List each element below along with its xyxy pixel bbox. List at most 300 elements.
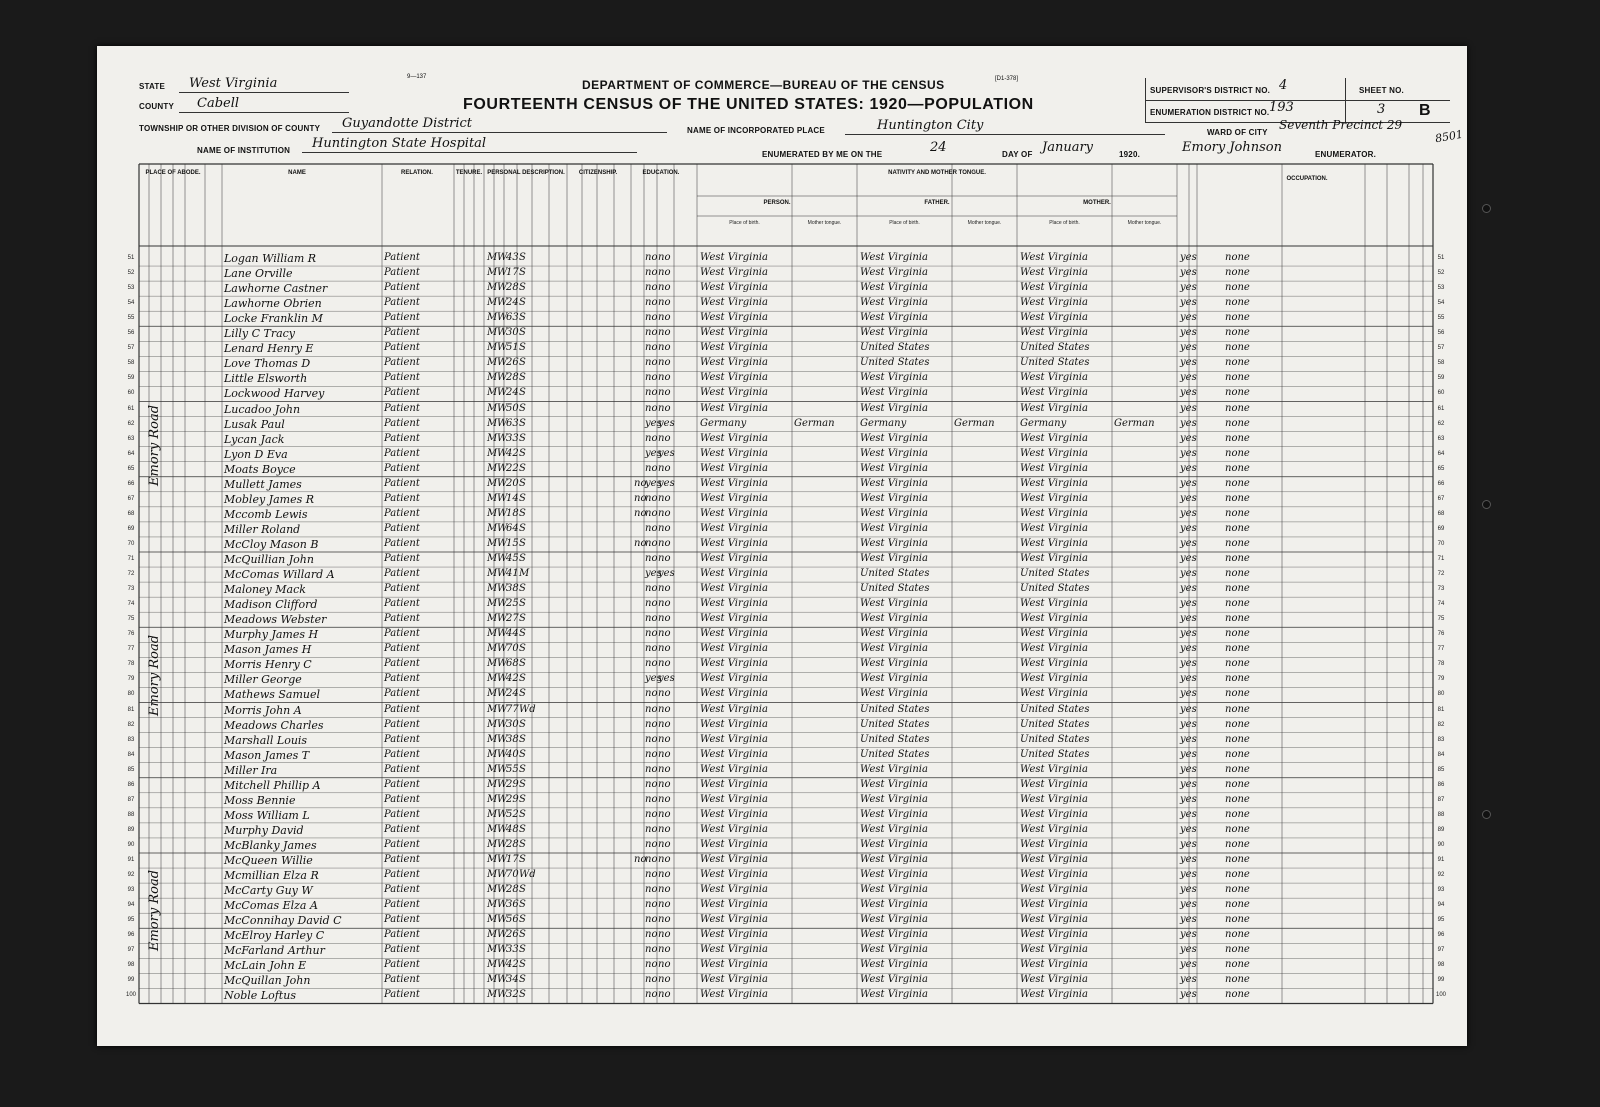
sheet-no: 3 <box>1377 102 1386 117</box>
row-number-left: 68 <box>127 510 135 517</box>
entry-race: W <box>497 492 508 504</box>
row-number-left: 88 <box>127 811 135 818</box>
entry-write: no <box>658 553 671 564</box>
entry-sex: M <box>487 432 498 444</box>
entry-english: yes <box>1180 688 1197 700</box>
group-name: NAME <box>288 170 306 176</box>
entry-mother-birthplace: West Virginia <box>1020 673 1088 685</box>
entry-sex: M <box>487 748 498 760</box>
entry-write: yes <box>658 568 675 580</box>
entry-marital: S <box>519 808 526 820</box>
entry-marital: S <box>519 974 526 986</box>
row-number-right: 72 <box>1437 571 1445 578</box>
entry-english: yes <box>1180 658 1197 670</box>
entry-birthplace: West Virginia <box>700 282 768 294</box>
entry-mother-birthplace: West Virginia <box>1020 854 1088 865</box>
entry-marital: S <box>519 462 526 474</box>
entry-father-birthplace: United States <box>860 748 930 760</box>
entry-name: McFarland Arthur <box>224 944 325 958</box>
entry-read: no <box>645 628 658 640</box>
entry-age: 14 <box>506 492 519 504</box>
stamp-number: 8501 <box>1434 127 1464 146</box>
row-number-left: 97 <box>127 947 135 954</box>
row-number-left: 93 <box>127 887 135 894</box>
entry-relation: Patient <box>384 402 420 414</box>
entry-sex: M <box>487 703 498 715</box>
entry-birthplace: West Virginia <box>700 252 768 263</box>
entry-race: W <box>497 989 508 1001</box>
row-number-left: 81 <box>127 706 135 713</box>
entry-english: yes <box>1180 718 1197 730</box>
entry-name: Lyon D Eva <box>224 447 288 461</box>
entry-relation: Patient <box>384 944 420 956</box>
entry-occupation: none <box>1225 598 1250 610</box>
entry-father-birthplace: West Virginia <box>860 492 928 504</box>
row-number-right: 57 <box>1437 345 1445 352</box>
row-number-right: 61 <box>1437 405 1445 412</box>
entry-race: W <box>497 884 508 896</box>
entry-read: yes <box>645 447 662 459</box>
entry-read: no <box>645 402 658 414</box>
entry-relation: Patient <box>384 899 420 911</box>
entry-name: McCloy Mason B <box>224 537 319 551</box>
entry-english: yes <box>1180 869 1197 881</box>
row-number-left: 100 <box>125 992 136 999</box>
entry-english: yes <box>1180 537 1197 549</box>
entry-name: Lenard Henry E <box>224 342 314 356</box>
entry-sex: M <box>487 357 498 369</box>
entry-race: W <box>497 748 508 760</box>
row-number-right: 88 <box>1437 811 1445 818</box>
entry-age: 26 <box>506 929 519 941</box>
entry-sex: M <box>487 823 498 835</box>
father-pob-head: Place of birth. <box>889 220 920 226</box>
entry-write: no <box>658 598 671 610</box>
entry-marital: S <box>519 778 526 790</box>
entry-race: W <box>497 793 508 805</box>
entry-sex: M <box>487 793 498 805</box>
group-occupation: OCCUPATION. <box>1286 176 1328 182</box>
entry-birthplace: West Virginia <box>700 297 768 309</box>
row-number-left: 99 <box>127 977 135 984</box>
entry-father-birthplace: West Virginia <box>860 778 928 790</box>
entry-mother-birthplace: West Virginia <box>1020 838 1088 850</box>
entry-mother-birthplace: West Virginia <box>1020 507 1088 519</box>
entry-father-tongue: German <box>954 417 995 429</box>
row-number-right: 82 <box>1437 721 1445 728</box>
entry-mother-birthplace: West Virginia <box>1020 929 1088 941</box>
row-number-left: 85 <box>127 766 135 773</box>
row-number-right: 62 <box>1437 420 1445 427</box>
entry-age: 22 <box>506 462 519 474</box>
entry-marital: S <box>519 342 526 354</box>
entry-occupation: none <box>1225 282 1250 294</box>
entry-race: W <box>497 357 508 369</box>
street-label-2: Emory Road <box>147 634 162 716</box>
entry-sex: M <box>487 673 498 685</box>
entry-mother-birthplace: West Virginia <box>1020 793 1088 805</box>
entry-english: yes <box>1180 553 1197 564</box>
entry-write: no <box>658 763 671 775</box>
entry-marital: S <box>519 718 526 730</box>
street-label-1: Emory Road <box>147 404 162 486</box>
entry-sex: M <box>487 327 498 339</box>
entry-age: 43 <box>506 252 519 263</box>
entry-mother-birthplace: United States <box>1020 748 1090 760</box>
entry-name: Lawhorne Obrien <box>224 297 322 311</box>
entry-name: Morris Henry C <box>224 658 312 672</box>
entry-sex: M <box>487 884 498 896</box>
person-pob-head: Place of birth. <box>729 220 760 226</box>
entry-birthplace: West Virginia <box>700 432 768 444</box>
entry-english: yes <box>1180 748 1197 760</box>
entry-write: no <box>658 357 671 369</box>
entry-father-birthplace: West Virginia <box>860 658 928 670</box>
entry-race: W <box>497 838 508 850</box>
entry-write: no <box>658 297 671 309</box>
entry-father-birthplace: West Virginia <box>860 252 928 263</box>
entry-write: no <box>658 402 671 414</box>
entry-write: no <box>658 537 671 549</box>
entry-write: yes <box>658 673 675 685</box>
entry-occupation: none <box>1225 733 1250 745</box>
entry-race: W <box>497 899 508 911</box>
entry-english: yes <box>1180 733 1197 745</box>
entry-relation: Patient <box>384 914 420 926</box>
entry-occupation: none <box>1225 297 1250 309</box>
entry-sex: M <box>487 507 498 519</box>
row-number-right: 97 <box>1437 947 1445 954</box>
entry-occupation: none <box>1225 537 1250 549</box>
entry-relation: Patient <box>384 748 420 760</box>
row-number-right: 96 <box>1437 932 1445 939</box>
entry-english: yes <box>1180 267 1197 279</box>
row-number-right: 51 <box>1437 255 1445 261</box>
entry-birthplace: West Virginia <box>700 823 768 835</box>
entry-race: W <box>497 733 508 745</box>
row-number-left: 69 <box>127 525 135 532</box>
row-number-right: 64 <box>1437 450 1445 457</box>
entry-relation: Patient <box>384 312 420 324</box>
entry-occupation: none <box>1225 778 1250 790</box>
entry-sex: M <box>487 959 498 971</box>
entry-father-birthplace: West Virginia <box>860 297 928 309</box>
entry-birthplace: West Virginia <box>700 763 768 775</box>
entry-father-birthplace: West Virginia <box>860 673 928 685</box>
enum-district-no: 193 <box>1269 100 1294 115</box>
entry-birthplace: Germany <box>700 417 747 429</box>
entry-sex: M <box>487 989 498 1001</box>
group-personal: PERSONAL DESCRIPTION. <box>487 170 565 176</box>
entry-occupation: none <box>1225 387 1250 399</box>
entry-marital: S <box>519 884 526 896</box>
entry-mother-birthplace: West Virginia <box>1020 492 1088 504</box>
entry-read: no <box>645 643 658 655</box>
entry-write: no <box>658 613 671 625</box>
entry-name: Moss William L <box>224 808 310 822</box>
entry-name: Miller Roland <box>224 522 301 536</box>
binder-hole-icon <box>1482 810 1491 819</box>
entry-school: no <box>634 854 647 865</box>
entry-name: Moats Boyce <box>224 462 296 476</box>
row-number-left: 52 <box>127 270 135 277</box>
entry-marital: S <box>519 929 526 941</box>
row-number-right: 81 <box>1437 706 1445 713</box>
entry-birthplace: West Virginia <box>700 613 768 625</box>
entry-write: no <box>658 959 671 971</box>
entry-marital: S <box>519 372 526 384</box>
ward-label: WARD OF CITY <box>1207 128 1268 137</box>
entry-write: no <box>658 884 671 896</box>
entry-age: 41 <box>506 568 519 580</box>
street-label-3: Emory Road <box>147 869 162 951</box>
entry-father-birthplace: West Virginia <box>860 869 928 881</box>
entry-read: no <box>645 583 658 595</box>
entry-race: W <box>497 522 508 534</box>
entry-name: Maloney Mack <box>224 583 306 597</box>
row-number-left: 78 <box>127 661 135 668</box>
entry-read: no <box>645 297 658 309</box>
entry-english: yes <box>1180 899 1197 911</box>
entry-race: W <box>497 387 508 399</box>
enumerator-label: ENUMERATOR. <box>1315 150 1377 159</box>
row-number-right: 66 <box>1437 480 1445 487</box>
enum-district-label: ENUMERATION DISTRICT NO. <box>1150 108 1270 117</box>
entry-age: 32 <box>506 989 519 1001</box>
row-number-left: 66 <box>127 480 135 487</box>
entry-age: 40 <box>506 748 519 760</box>
entry-sex: M <box>487 492 498 504</box>
entry-father-birthplace: West Virginia <box>860 884 928 896</box>
entry-father-birthplace: West Virginia <box>860 793 928 805</box>
entry-birthplace: West Virginia <box>700 267 768 279</box>
entry-father-birthplace: Germany <box>860 417 907 429</box>
entry-marital: S <box>519 763 526 775</box>
entry-father-birthplace: West Virginia <box>860 688 928 700</box>
row-number-right: 73 <box>1437 586 1445 593</box>
row-number-left: 71 <box>127 556 135 562</box>
entry-write: no <box>658 733 671 745</box>
entry-english: yes <box>1180 598 1197 610</box>
row-number-left: 53 <box>127 285 135 292</box>
entry-name: Meadows Charles <box>224 718 324 732</box>
entry-mother-birthplace: United States <box>1020 568 1090 580</box>
entry-father-birthplace: West Virginia <box>860 763 928 775</box>
entry-write: no <box>658 312 671 324</box>
entry-father-birthplace: West Virginia <box>860 447 928 459</box>
entry-sex: M <box>487 568 498 580</box>
entry-read: no <box>645 357 658 369</box>
row-number-left: 55 <box>127 315 135 322</box>
entry-marital: S <box>519 914 526 926</box>
entry-occupation: none <box>1225 312 1250 324</box>
entry-occupation: none <box>1225 327 1250 339</box>
entry-race: W <box>497 342 508 354</box>
entry-age: 63 <box>506 417 519 429</box>
entry-write: no <box>658 929 671 941</box>
entry-mother-birthplace: West Virginia <box>1020 778 1088 790</box>
entry-english: yes <box>1180 342 1197 354</box>
entry-race: W <box>497 763 508 775</box>
entry-birthplace: West Virginia <box>700 718 768 730</box>
entry-read: no <box>645 733 658 745</box>
entry-father-birthplace: West Virginia <box>860 402 928 414</box>
entry-relation: Patient <box>384 838 420 850</box>
entry-relation: Patient <box>384 974 420 986</box>
row-number-right: 94 <box>1437 902 1445 909</box>
entry-relation: Patient <box>384 432 420 444</box>
entry-sex: M <box>487 462 498 474</box>
entry-age: 68 <box>506 658 519 670</box>
row-number-left: 75 <box>127 616 135 623</box>
entry-read: no <box>645 944 658 956</box>
form-number: 9—137 <box>407 74 427 80</box>
entry-name: Lilly C Tracy <box>224 327 296 341</box>
entry-name: McQuillan John <box>224 974 311 988</box>
entry-occupation: none <box>1225 492 1250 504</box>
group-education: EDUCATION. <box>642 170 680 176</box>
entry-name: Locke Franklin M <box>224 312 323 326</box>
entry-english: yes <box>1180 643 1197 655</box>
entry-occupation: none <box>1225 823 1250 835</box>
row-number-left: 79 <box>127 676 135 683</box>
entry-birthplace: West Virginia <box>700 492 768 504</box>
entry-relation: Patient <box>384 869 420 881</box>
entry-english: yes <box>1180 447 1197 459</box>
entry-write: no <box>658 823 671 835</box>
entry-sex: M <box>487 808 498 820</box>
entry-english: yes <box>1180 327 1197 339</box>
entry-race: W <box>497 282 508 294</box>
entry-write: no <box>658 252 671 263</box>
row-number-right: 71 <box>1437 556 1445 562</box>
entry-occupation: none <box>1225 838 1250 850</box>
entry-marital: S <box>519 447 526 459</box>
entry-occupation: none <box>1225 914 1250 926</box>
entry-father-birthplace: West Virginia <box>860 462 928 474</box>
entry-read: no <box>645 282 658 294</box>
row-number-right: 60 <box>1437 390 1445 397</box>
entry-marital: S <box>519 823 526 835</box>
entry-birthplace: West Virginia <box>700 387 768 399</box>
group-tenure: TENURE. <box>455 170 483 176</box>
entry-english: yes <box>1180 959 1197 971</box>
entry-birthplace: West Virginia <box>700 537 768 549</box>
entry-father-birthplace: United States <box>860 718 930 730</box>
entry-birthplace: West Virginia <box>700 989 768 1001</box>
entry-age: 55 <box>506 763 519 775</box>
entry-sex: M <box>487 838 498 850</box>
entry-marital: S <box>519 327 526 339</box>
entry-race: W <box>497 944 508 956</box>
form-code: [D1-378] <box>995 76 1019 82</box>
entry-read: no <box>645 989 658 1001</box>
entry-age: 42 <box>506 959 519 971</box>
entry-english: yes <box>1180 492 1197 504</box>
row-number-left: 72 <box>127 571 135 578</box>
entry-read: no <box>645 312 658 324</box>
entry-write: no <box>658 989 671 1001</box>
row-number-left: 60 <box>127 390 135 397</box>
entry-mother-birthplace: West Virginia <box>1020 989 1088 1001</box>
entry-age: 18 <box>506 507 519 519</box>
entry-race: W <box>497 327 508 339</box>
entry-age: 63 <box>506 312 519 324</box>
entry-mother-birthplace: West Virginia <box>1020 432 1088 444</box>
entry-name: Mullett James <box>224 477 302 491</box>
row-number-right: 99 <box>1437 977 1445 984</box>
row-number-right: 85 <box>1437 766 1445 773</box>
entry-english: yes <box>1180 884 1197 896</box>
entry-relation: Patient <box>384 537 420 549</box>
entry-occupation: none <box>1225 613 1250 625</box>
entry-mother-birthplace: West Virginia <box>1020 869 1088 881</box>
entry-write: no <box>658 748 671 760</box>
sheet-letter: B <box>1419 102 1432 119</box>
entry-age: 30 <box>506 327 519 339</box>
entry-occupation: none <box>1225 447 1250 459</box>
entry-birthplace: West Virginia <box>700 974 768 986</box>
row-number-right: 78 <box>1437 661 1445 668</box>
entry-mother-birthplace: United States <box>1020 583 1090 595</box>
entry-name: McBlanky James <box>224 838 317 852</box>
row-number-left: 76 <box>127 631 135 638</box>
entry-read: yes <box>645 477 662 489</box>
entry-mother-birthplace: West Virginia <box>1020 643 1088 655</box>
row-number-right: 75 <box>1437 616 1445 623</box>
entry-age: 15 <box>506 537 519 549</box>
entry-father-birthplace: West Virginia <box>860 989 928 1001</box>
entry-school: no <box>634 537 647 549</box>
entry-age: 29 <box>506 778 519 790</box>
entry-name: Lucadoo John <box>224 402 301 416</box>
entry-father-birthplace: West Virginia <box>860 613 928 625</box>
entry-race: W <box>497 658 508 670</box>
entry-name: McQueen Willie <box>224 854 313 867</box>
entry-occupation: none <box>1225 628 1250 640</box>
row-number-right: 95 <box>1437 917 1445 924</box>
entry-name: McElroy Harley C <box>224 929 325 943</box>
entry-english: yes <box>1180 823 1197 835</box>
entry-marital: S <box>519 492 526 504</box>
ward-value: Seventh Precinct 29 <box>1279 118 1403 132</box>
entry-birthplace: West Virginia <box>700 477 768 489</box>
entry-read: no <box>645 914 658 926</box>
row-number-left: 51 <box>127 255 135 261</box>
township-value: Guyandotte District <box>342 116 472 131</box>
entry-occupation: none <box>1225 854 1250 865</box>
entry-race: W <box>497 598 508 610</box>
entry-occupation: none <box>1225 372 1250 384</box>
entry-read: no <box>645 884 658 896</box>
entry-marital: S <box>519 312 526 324</box>
entry-birthplace: West Virginia <box>700 899 768 911</box>
entry-write: no <box>658 643 671 655</box>
entry-write: no <box>658 658 671 670</box>
entry-mother-birthplace: West Virginia <box>1020 402 1088 414</box>
row-number-left: 82 <box>127 721 135 728</box>
entry-occupation: none <box>1225 402 1250 414</box>
row-number-left: 80 <box>127 691 135 698</box>
entry-race: W <box>497 673 508 685</box>
row-number-left: 77 <box>127 646 135 653</box>
row-number-right: 90 <box>1437 841 1445 848</box>
entry-english: yes <box>1180 914 1197 926</box>
entry-english: yes <box>1180 628 1197 640</box>
entry-marital: S <box>519 417 526 429</box>
entry-write: no <box>658 267 671 279</box>
entry-occupation: none <box>1225 793 1250 805</box>
